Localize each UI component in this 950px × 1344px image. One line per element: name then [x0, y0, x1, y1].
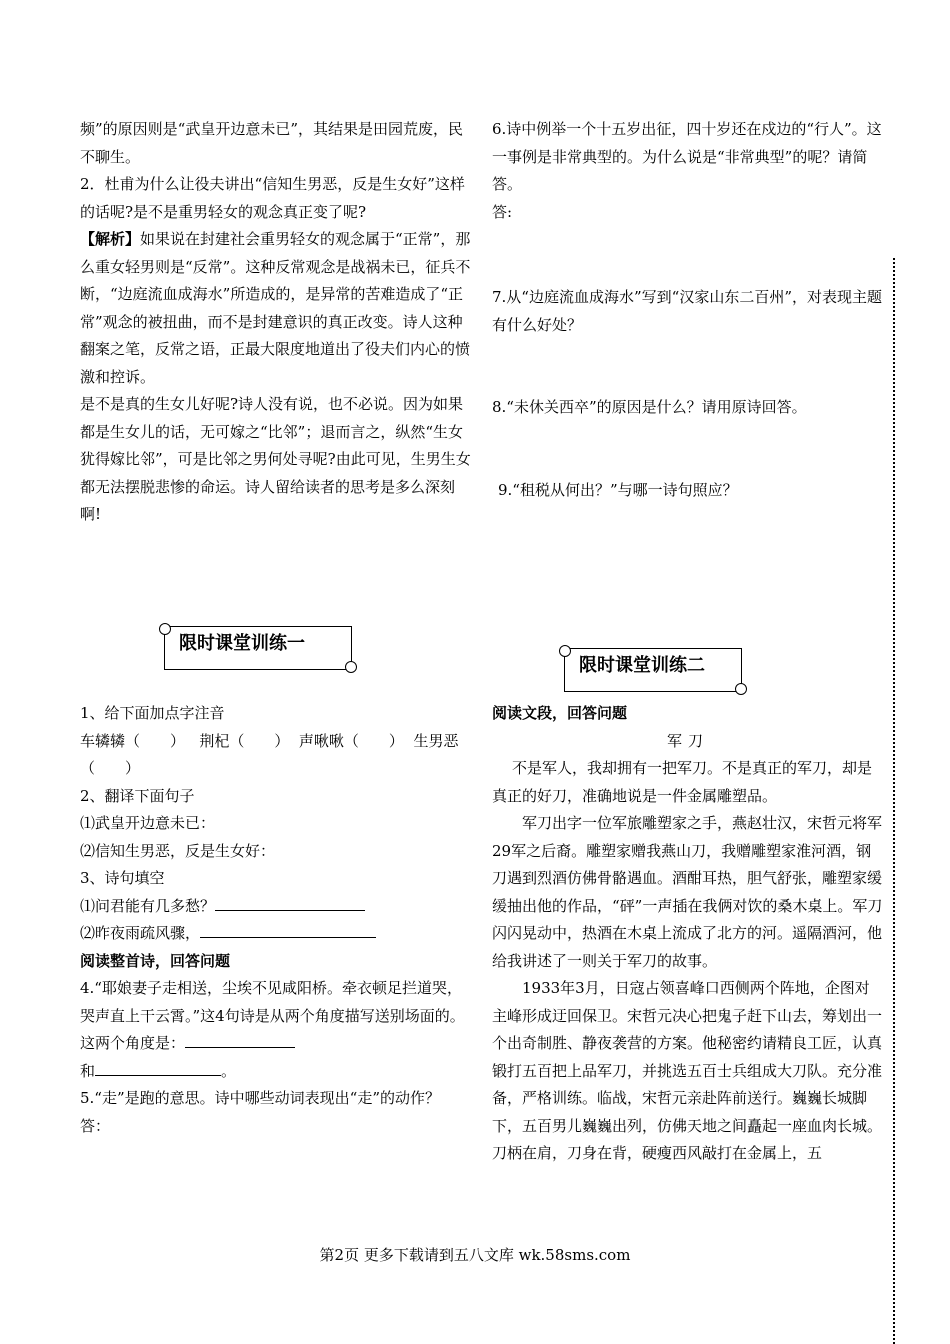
exercise-2-heading: 2、翻译下面句子 [80, 786, 195, 805]
left-column [80, 116, 472, 529]
page-divider-dotted-line [893, 258, 895, 1344]
left-exercises [80, 700, 472, 1140]
analysis-paragraph [80, 226, 472, 391]
exercise-3-b-text: ⑵昨夜雨疏风骤， [80, 924, 201, 942]
answer-blank[interactable] [215, 894, 365, 911]
ex1-item-3: 声啾啾（ ） [298, 731, 404, 750]
answer-label-6: 答: [492, 202, 513, 221]
question-5: 5.“走”是跑的意思。诗中哪些动词表现出“走”的动作？ [80, 1089, 440, 1107]
read-heading-left: 阅读整首诗，回答问题 [80, 951, 231, 970]
passage-title: 军刀 [666, 731, 709, 750]
question-9: 9.“租税从何出？”与哪一诗句照应？ [498, 481, 738, 499]
question-4-end: 。 [221, 1061, 237, 1080]
question-9-block [498, 477, 884, 505]
question-7: 7.从“边庭流血成海水”写到“汉家山东二百州”，对表现主题有什么好处？ [492, 288, 882, 334]
reading-passage [492, 700, 884, 1168]
passage-paragraph-3: 1933年3月，日寇占领喜峰口西侧两个阵地，企图对主峰形成迂回保卫。宋哲元决心把鬼子赶下山去，筹划出一个出奇制胜、静夜袭营的方案。他秘密约请精良工匠，认真锻打五百把上品军刀，并挑选五百士兵组成大刀队。充分准备，严格训练。临战，宋哲元亲赴阵前送行。巍巍长城脚下，五百男儿巍巍出列，仿佛天地之间矗起一座血肉长城。刀柄在肩，刀身在背，硬瘦西风敲打在金属上，五 [492, 979, 883, 1162]
exercise-1-items [80, 728, 472, 783]
question-8: 8.“未休关西卒”的原因是什么？请用原诗回答。 [492, 398, 807, 416]
exercise-3-a [80, 893, 472, 921]
answer-blank[interactable] [200, 921, 376, 938]
answer-blank[interactable] [95, 1059, 221, 1076]
right-column [492, 116, 884, 226]
banner-training-1-text: 限时课堂训练一 [179, 633, 305, 654]
exercise-3-heading: 3、诗句填空 [80, 869, 165, 887]
passage-paragraph-1: 不是军人，我却拥有一把军刀。不是真正的军刀，却是真正的好刀，准确地说是一件金属雕塑品。 [492, 759, 873, 805]
question-6: 6.诗中例举一个十五岁出征，四十岁还在戍边的“行人”。这一事例是非常典型的。为什么说是“非常典型”的呢？请简答。 [492, 120, 882, 193]
ex1-item-4: 生男恶（ ） [80, 731, 459, 777]
left-intro-paragraph: 频”的原因则是“武皇开边意未已”，其结果是田园荒废，民不聊生。 [80, 120, 464, 166]
question-4-text: 4.“耶娘妻子走相送，尘埃不见咸阳桥。牵衣顿足拦道哭，哭声直上干云霄。”这4句诗是从两个角度描写送别场面的。这两个角度是： [80, 979, 465, 1052]
passage-paragraph-2: 军刀出字一位军旅雕塑家之手，燕赵壮汉，宋哲元将军29军之后裔。雕塑家赠我燕山刀，我赠雕塑家淮河酒，钢刀遇到烈酒仿佛骨骼遇血。酒酣耳热，胆气舒张，雕塑家缓缓抽出他的作品，“砰”一声插在我俩对饮的桑木桌上。军刀闪闪晃动中，热酒在木桌上流成了北方的河。遥隔酒河，他给我讲述了一则关于军刀的故事。 [492, 814, 883, 970]
ex1-item-2: 荆杞（ ） [199, 731, 290, 750]
exercise-3-a-text: ⑴问君能有几多愁？ [80, 896, 216, 915]
analysis-more: 是不是真的生女儿好呢?诗人没有说，也不必说。因为如果都是生女儿的话，无可嫁之“比邻”；退而言之，纵然“生女犹得嫁比邻”，可是比邻之男何处寻呢?由此可见，生男生女都无法摆脱悲惨的命运。诗人留给读者的思考是多么深刻啊! [80, 395, 471, 523]
exercise-1-heading: 1、给下面加点字注音 [80, 704, 225, 722]
analysis-label: 【解析】 [80, 230, 141, 248]
question-8-block [492, 394, 884, 422]
answer-blank[interactable] [185, 1031, 295, 1048]
question-4-and: 和 [80, 1061, 96, 1080]
analysis-text: 如果说在封建社会重男轻女的观念属于“正常”，那么重女轻男则是“反常”。这种反常观念是战祸未已，征兵不断，“边庭流血成海水”所造成的，是异常的苦难造成了“正常”观念的被扭曲，而不是封建意识的真正改变。诗人这种翻案之笔，反常之语，正最大限度地道出了役夫们内心的愤激和控诉。 [80, 230, 471, 386]
banner-training-1 [164, 626, 352, 670]
read-heading-right: 阅读文段，回答问题 [492, 704, 628, 722]
question-7-block [492, 284, 884, 339]
ex1-item-1: 车辚辚（ ） [80, 731, 186, 750]
question-4 [80, 975, 472, 1085]
exercise-2-b: ⑵信知生男恶，反是生女好： [80, 841, 276, 860]
page-footer: 第2页 更多下载请到五八文库 wk.58sms.com [319, 1246, 631, 1264]
banner-training-2-text: 限时课堂训练二 [579, 655, 705, 676]
answer-label-5: 答： [80, 1116, 111, 1135]
question-2: 2．杜甫为什么让役夫讲出“信知生男恶，反是生女好”这样的话呢?是不是重男轻女的观念真正变了呢? [80, 175, 465, 221]
exercise-2-a: ⑴武皇开边意未已： [80, 814, 216, 832]
banner-training-2 [564, 648, 742, 692]
exercise-3-b [80, 920, 472, 948]
